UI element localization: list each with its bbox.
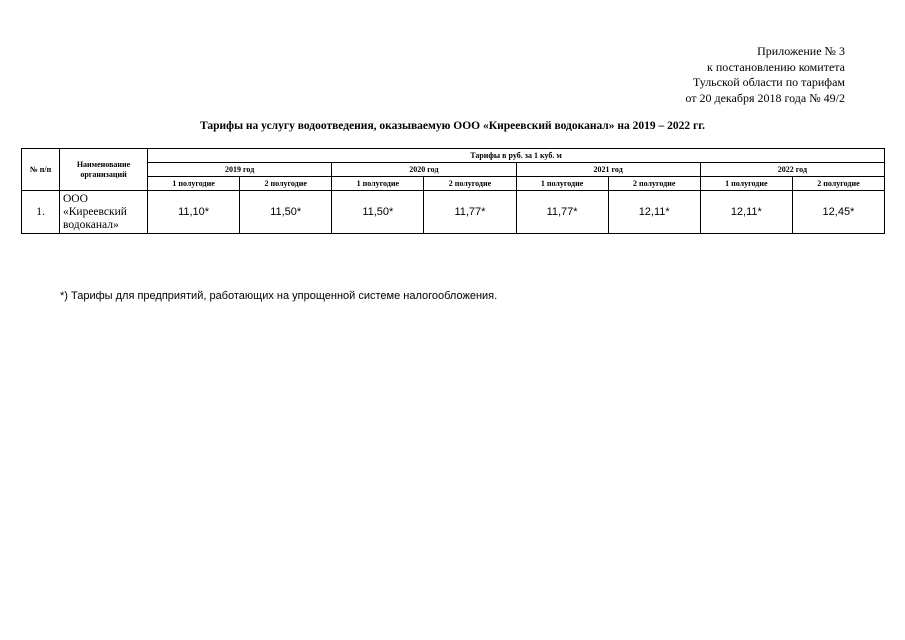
tariff-value: 11,10* [148, 191, 240, 234]
appendix-header [585, 44, 845, 106]
row-num: 1. [22, 191, 60, 234]
appendix-line: Приложение № 3 [757, 44, 845, 58]
row-org-line: ООО [63, 192, 88, 205]
header-half: 1 полугодие [332, 177, 424, 191]
row-org [60, 191, 148, 234]
header-row-years [22, 163, 885, 177]
tariff-value: 12,11* [700, 191, 792, 234]
tariff-value: 11,77* [424, 191, 516, 234]
header-half: 1 полугодие [700, 177, 792, 191]
tariff-value: 11,50* [240, 191, 332, 234]
header-half: 2 полугодие [240, 177, 332, 191]
header-half: 2 полугодие [792, 177, 884, 191]
header-year: 2020 год [332, 163, 516, 177]
header-org-line: Наименование [76, 159, 131, 169]
tariff-value: 11,77* [516, 191, 608, 234]
appendix-line: от 20 декабря 2018 года № 49/2 [685, 90, 845, 105]
header-year: 2021 год [516, 163, 700, 177]
header-num: № п/п [22, 149, 60, 191]
header-year: 2019 год [148, 163, 332, 177]
header-year: 2022 год [700, 163, 884, 177]
header-half: 2 полугодие [608, 177, 700, 191]
header-org-line: организаций [80, 169, 127, 179]
tariffs-table [21, 148, 885, 234]
tariff-value: 12,45* [792, 191, 884, 234]
header-row-halves [22, 177, 885, 191]
tariff-value: 12,11* [608, 191, 700, 234]
header-tariff: Тарифы в руб. за 1 куб. м [148, 149, 885, 163]
table-row [22, 191, 885, 234]
appendix-line: Тульской области по тарифам [692, 75, 845, 89]
header-half: 1 полугодие [516, 177, 608, 191]
header-half: 2 полугодие [424, 177, 516, 191]
header-row-tariffs [22, 149, 885, 163]
document-title: Тарифы на услугу водоотведения, оказываемую ООО «Киреевский водоканал» на 2019 – 2022 гг. [199, 120, 706, 132]
tariff-value: 11,50* [332, 191, 424, 234]
header-half: 1 полугодие [148, 177, 240, 191]
row-org-line: водоканал» [63, 218, 119, 231]
appendix-line: к постановлению комитета [707, 59, 845, 74]
row-org-line: «Киреевский [63, 205, 127, 218]
footnote: *) Тарифы для предприятий, работающих на упрощенной системе налогообложения. [60, 290, 498, 302]
header-org [60, 149, 148, 191]
